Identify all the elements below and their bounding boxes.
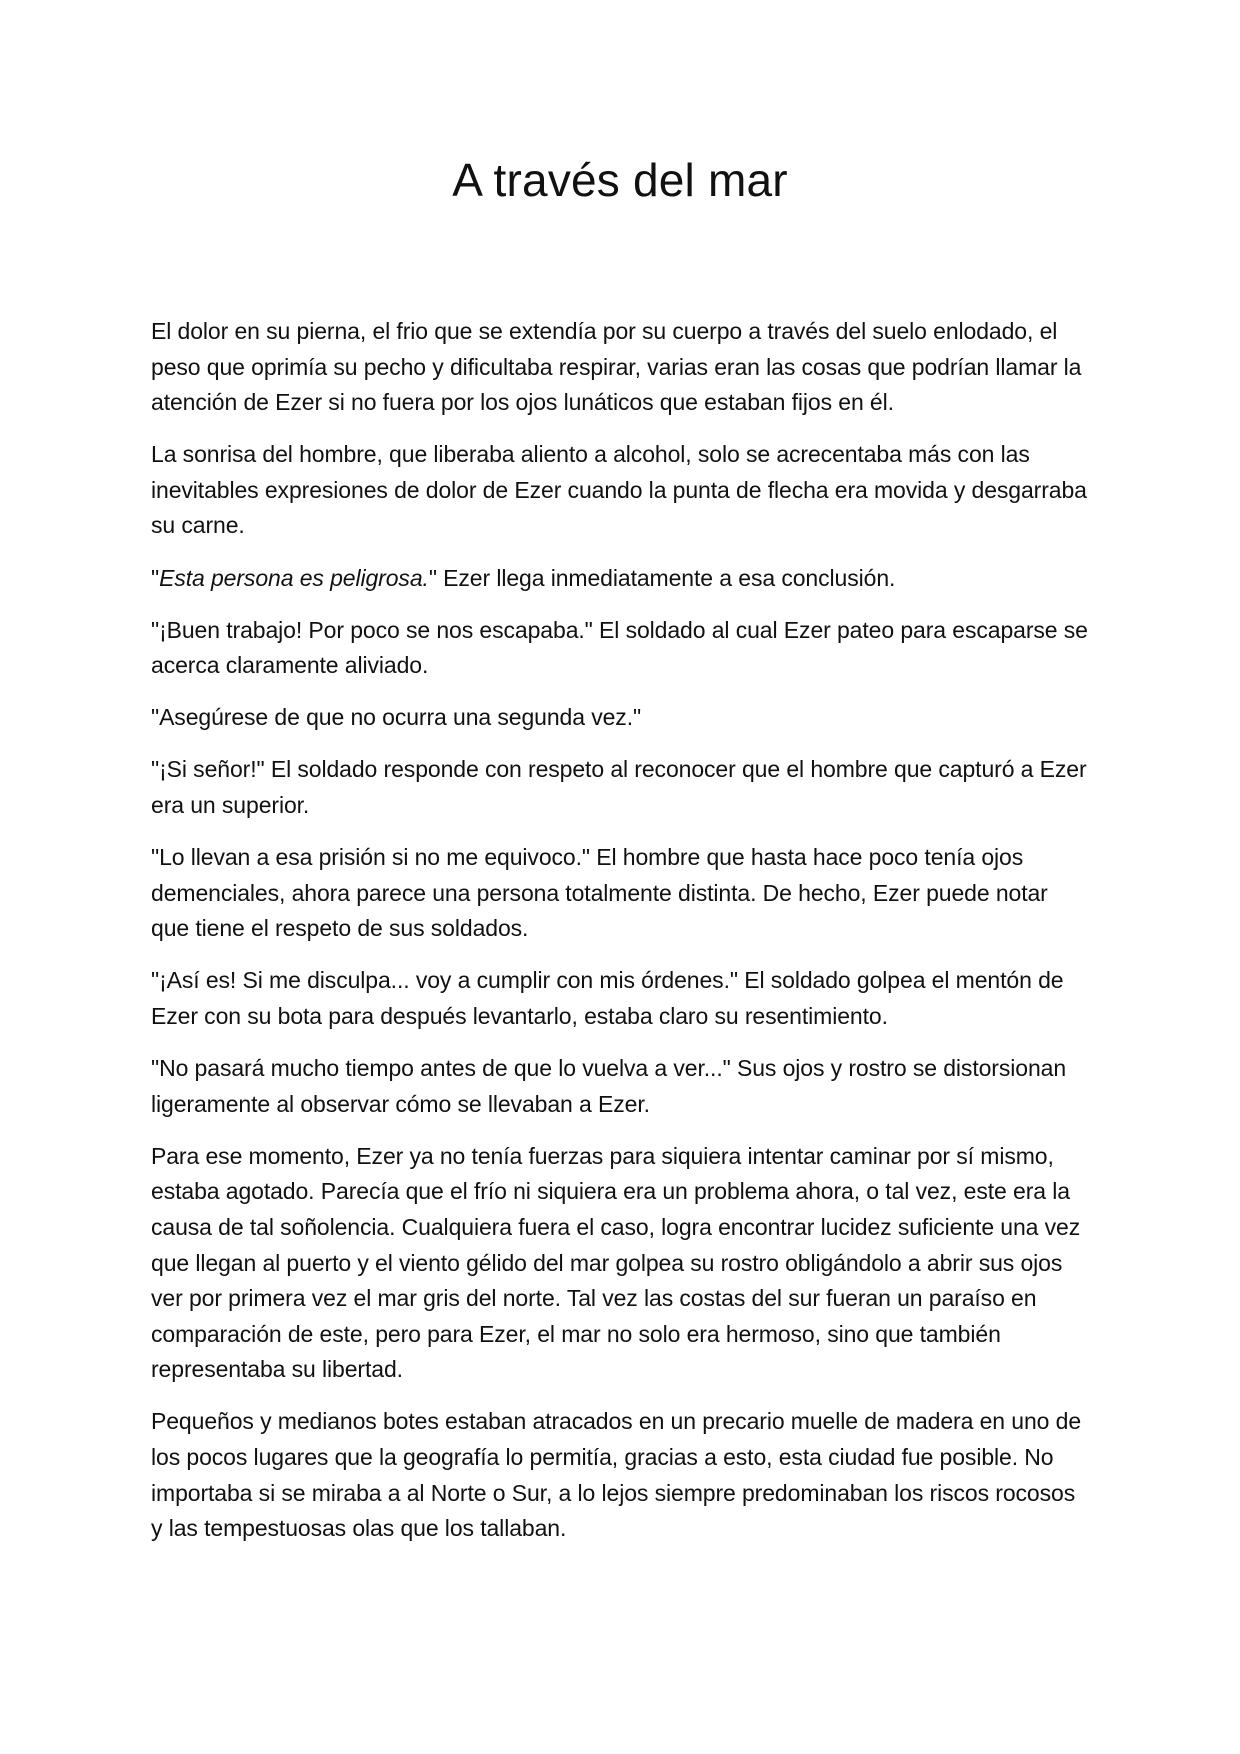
paragraph-8: "¡Así es! Si me disculpa... voy a cumplir con mis órdenes." El soldado golpea el mentón de Ezer con su bota para después levantarlo, estaba claro su resentimiento. — [151, 967, 1064, 1029]
paragraph-3-rest: " Ezer llega inmediatamente a esa conclusión. — [428, 564, 896, 591]
paragraph-5: "Asegúrese de que no ocurra una segunda vez." — [151, 704, 642, 731]
paragraph-10: Para ese momento, Ezer ya no tenía fuerzas para siquiera intentar caminar por sí mismo, estaba agotado. Parecía que el frío ni siquiera era un problema ahora, o tal vez, este era la causa de tal soñolencia. Cualquiera fuera el caso, logra encontrar lucidez suficiente una vez que llegan al puerto y el viento gélido del mar golpea su rostro obligándolo a abrir sus ojos ver por primera vez el mar gris del norte. Tal vez las costas del sur fueran un paraíso en comparación de este, pero para Ezer, el mar no solo era hermoso, sino que también representaba su libertad. — [151, 1142, 1081, 1383]
paragraph-3-italic-thought: Esta persona es peligrosa. — [159, 564, 429, 591]
paragraph-6: "¡Si señor!" El soldado responde con respeto al reconocer que el hombre que capturó a Ezer era un superior. — [151, 756, 1087, 819]
paragraph-9: "No pasará mucho tiempo antes de que lo vuelva a ver..." Sus ojos y rostro se distorsionan ligeramente al observar cómo se llevaban a Ezer. — [151, 1055, 1067, 1117]
document-title: A través del mar — [452, 154, 788, 206]
paragraph-3 — [151, 561, 1091, 597]
paragraph-7: "Lo llevan a esa prisión si no me equivoco." El hombre que hasta hace poco tenía ojos demenciales, ahora parece una persona totalmente distinta. De hecho, Ezer puede notar que tiene el respeto de sus soldados. — [151, 844, 1048, 942]
paragraph-1: El dolor en su pierna, el frio que se extendía por su cuerpo a través del suelo enlodado, el peso que oprimía su pecho y dificultaba respirar, varias eran las cosas que podrían llamar la atención de Ezer si no fuera por los ojos lunáticos que estaban fijos en él. — [151, 318, 1082, 416]
paragraph-3-open-quote: " — [151, 564, 160, 591]
document-body — [151, 314, 1091, 1563]
paragraph-4: "¡Buen trabajo! Por poco se nos escapaba." El soldado al cual Ezer pateo para escaparse se acerca claramente aliviado. — [151, 616, 1088, 679]
paragraph-2: La sonrisa del hombre, que liberaba aliento a alcohol, solo se acrecentaba más con las inevitables expresiones de dolor de Ezer cuando la punta de flecha era movida y desgarraba su carne. — [151, 441, 1087, 539]
paragraph-11: Pequeños y medianos botes estaban atracados en un precario muelle de madera en uno de los pocos lugares que la geografía lo permitía, gracias a esto, esta ciudad fue posible. No importaba si se miraba a al Norte o Sur, a lo lejos siempre predominaban los riscos rocosos y las tempestuosas olas que los tallaban. — [151, 1408, 1082, 1542]
